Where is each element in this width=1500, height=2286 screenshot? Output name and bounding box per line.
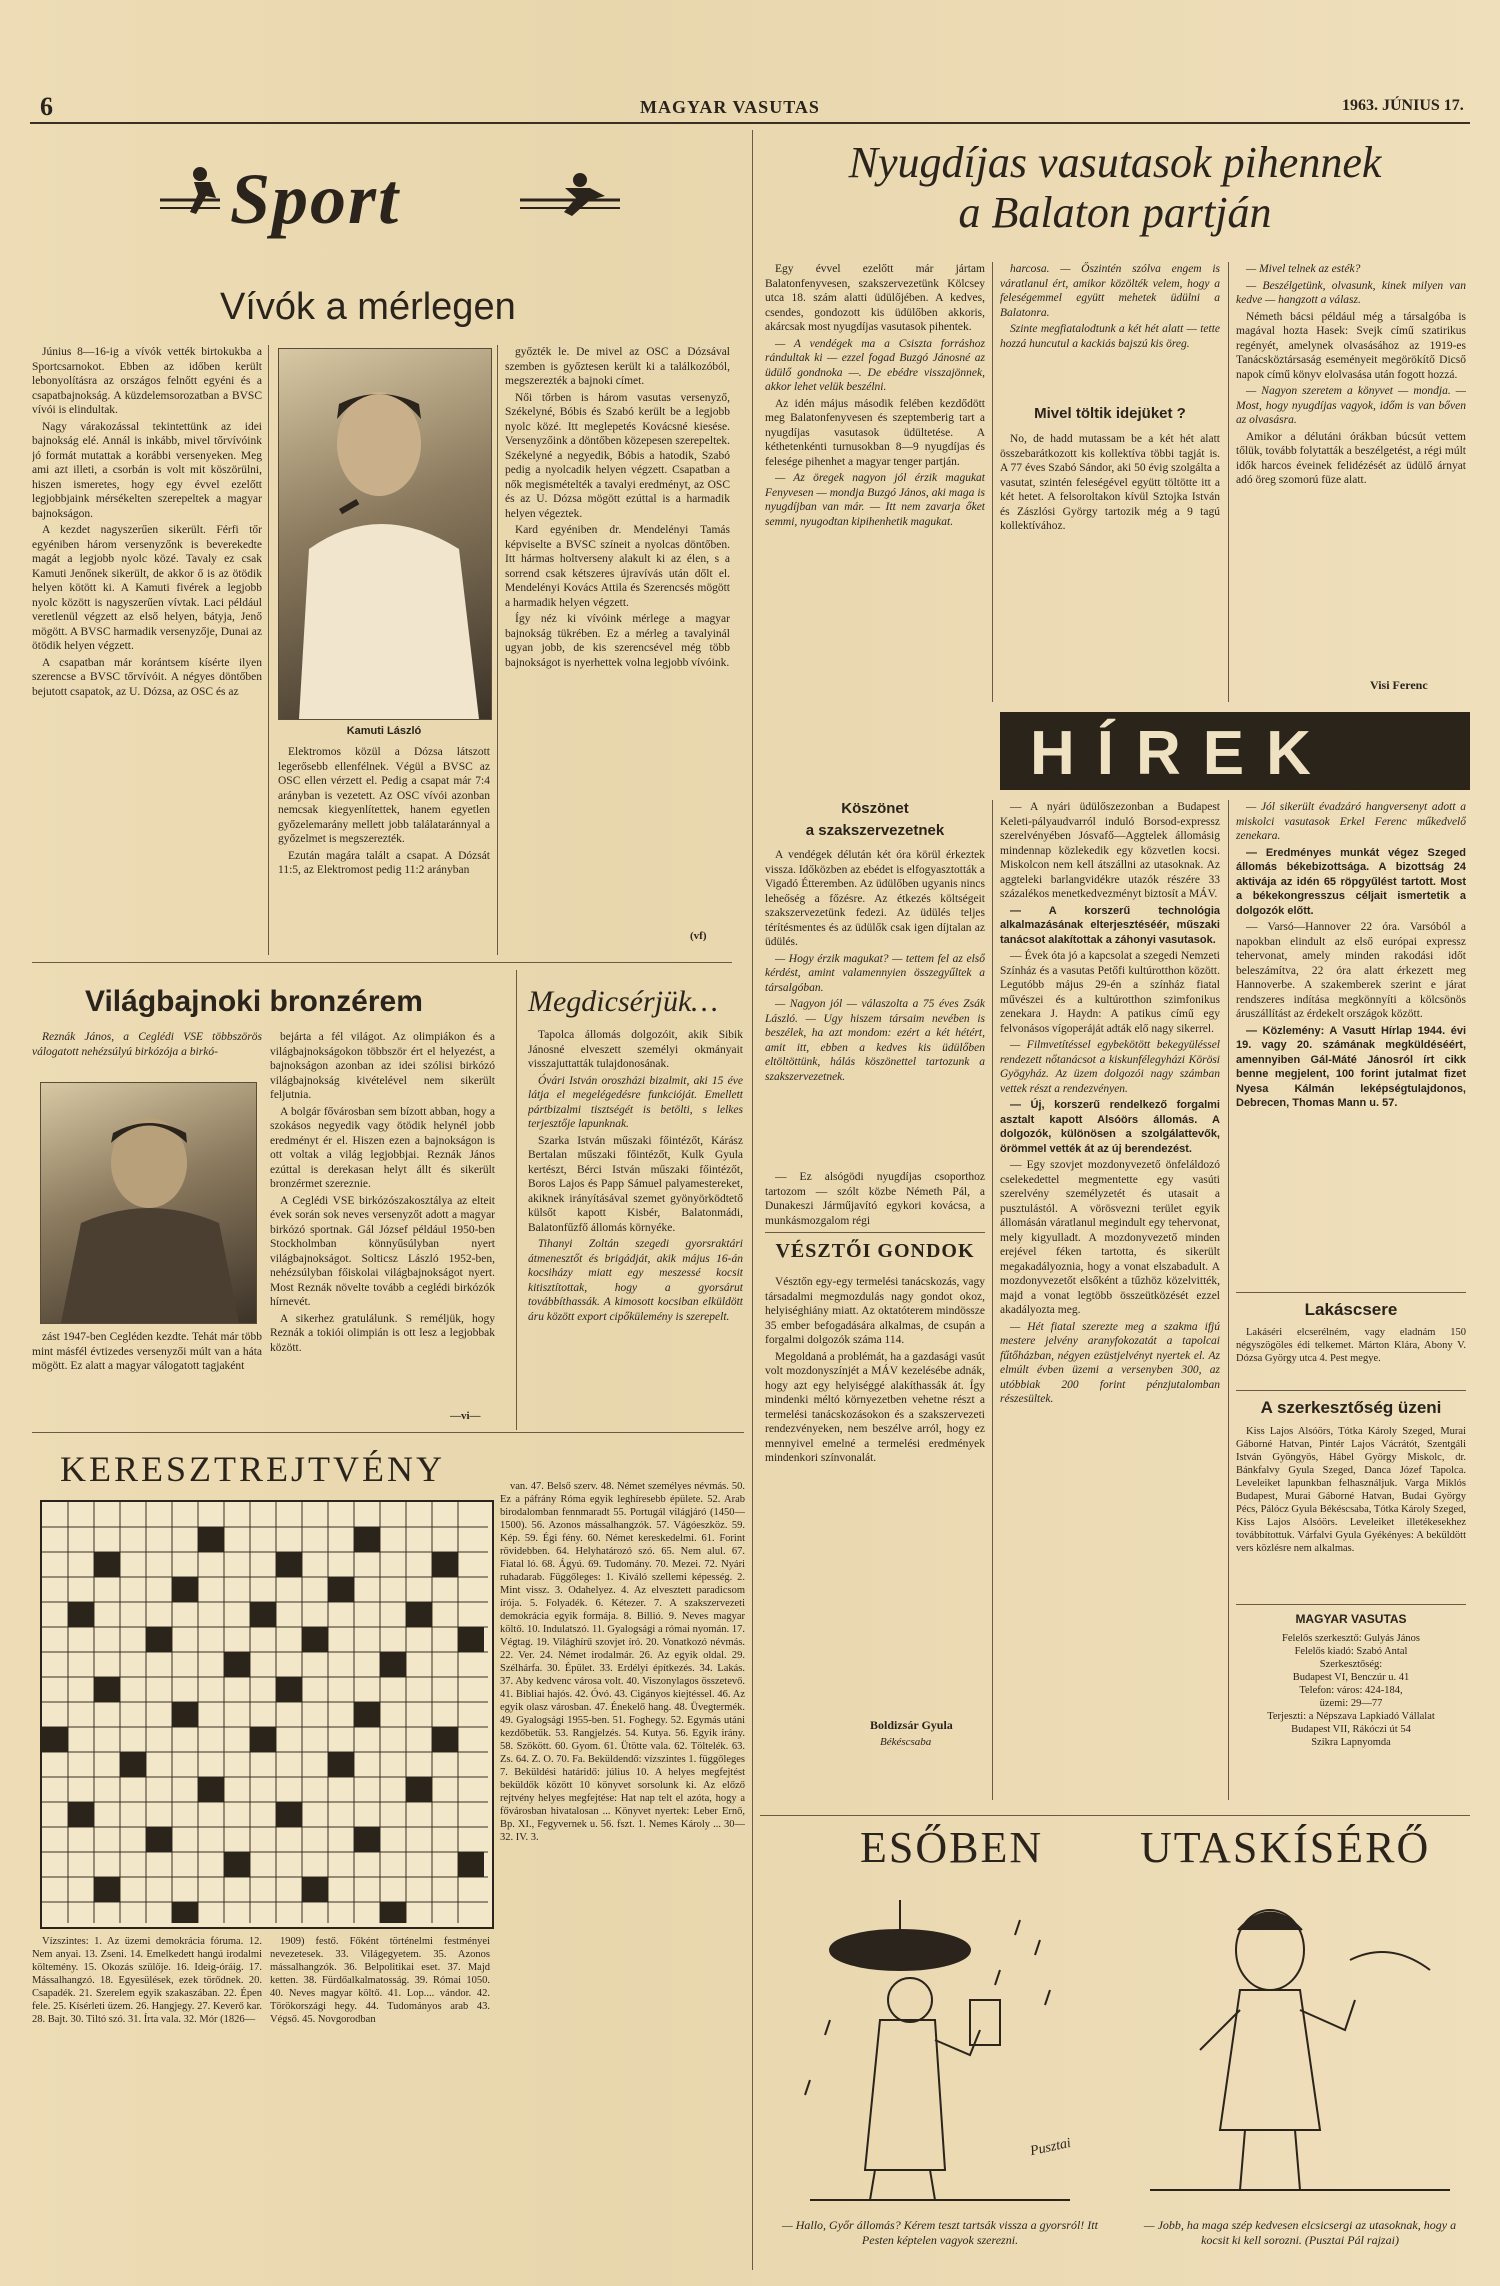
bronz-paragraph: Reznák János, a Ceglédi VSE többszörös válogatott nehézsúlyú birkózója a birkó- (32, 1031, 262, 1058)
section-rule (765, 1232, 985, 1233)
bronz-col-right (270, 1030, 495, 1425)
vivok-signature: (vf) (690, 930, 707, 942)
nyugdijas-title-line1: Nyugdíjas vasutasok pihennek (848, 138, 1382, 187)
lakascsere-text: Lakáséri elcserélném, vagy eladnám 150 négyszögöles édi telkemet. Márton Klára, Abony V. Dózsa György utca 4. Pest megye. (1236, 1327, 1466, 1364)
crossword-clues-mid (270, 1935, 490, 2115)
megdicserjuk-body (528, 1028, 743, 1428)
nyugdijas-paragraph: — Beszélgetünk, olvasunk, kinek milyen van kedve — hangzott a válasz. (1236, 279, 1466, 306)
sport-logo (160, 160, 620, 250)
column-rule (752, 130, 753, 2270)
photo-caption: Kamuti László (346, 725, 422, 737)
impresszum-line: Felelős szerkesztő: Gulyás János (1282, 1633, 1420, 1644)
veszto-title: VÉSZTŐI GONDOK (775, 1240, 975, 1262)
crossword-clues: Vízszintes: 1. Az üzemi demokrácia fóruma. 12. Nem anyai. 13. Zseni. 14. Emelkedett hangú irodalmi költemény. 15. Okozás szülője. 16. Ideig-óráig. 17. Mássalhangzó. 18. Egyesülések, ezek törődnek. 20. Csapadék. 21. Szerelem egyik szakaszában. 22. Épen fele. 25. Kísérleti üzem. 26. Hangjegy. 27. Keverő kar. 28. Bajt. 30. Tiltó szó. 31. Írta vala. 32. Mór (1826— (32, 1936, 262, 2025)
hirek-item: — Filmvetítéssel egybekötött bekegyüléssel rendezett nőtanácsot a kiskunfélegyházi Körösi Gyögyház. Az üzem dolgozói nagy számban vettek részt a rendezvényen. (1000, 1039, 1220, 1095)
cartoon-left-title: ESŐBEN (860, 1823, 1044, 1872)
veszto-body (765, 1275, 985, 1715)
section-rule (32, 962, 732, 963)
nyugdijas-paragraph: — Az öregek nagyon jól érzik magukat Fenyvesen — mondja Buzgó János, aki maga is nyugdíjban van már. — Itt nem zavarja őket semmi, nyugodtan kipihenhetik magukat. (765, 472, 985, 528)
nyugdijas-paragraph: Amikor a délutáni órákban búcsút vettem tőlük, tovább folytatták a beszélgetést, a régi múlt idők harcos éveinek felidézését az üdülő árnyat adó öreg szomorú füze alatt. (1236, 430, 1466, 486)
nyugdijas-title-line2: a Balaton partján (958, 188, 1272, 237)
hirek-item: — Közlemény: A Vasutt Hírlap 1944. évi 19. vagy 20. számának megküldéséért, amennyiben Gál-Máté Jánosról írt cikk benne megjelent, 100 forint jutalmat fizet Nyesa Kálmán leképségtulajdonos, Debrecen, Thomas Mann u. 57. (1236, 1024, 1466, 1109)
nyugdijas-paragraph: Az idén május második felében kezdődött meg Balatonfenyvesen és szeptemberig tart a nyugdíjas vasutasok üdültetése. A kéthetenkénti turnusokban 8—9 nyugdíjas és felesége pihenhet a magyar tenger partján. (765, 397, 985, 468)
hirek-item: — Évek óta jó a kapcsolat a szegedi Nemzeti Színház és a vasutas Petőfi kultúrotthon között. Legutóbb május 29-én a színház fiatal művészei és a kultúrotthon szimfonikus zenekara J. Haydn: A patikus című egy felvonásos vígoperáját adták elő nagy sikerrel. (1000, 950, 1220, 1035)
nyugdijas-paragraph: Szinte megfiatalodtunk a két hét alatt — tette hozzá huncutul a kackiás bajszú kis öreg. (1000, 323, 1220, 350)
nyugdijas-signature: Visi Ferenc (1370, 678, 1428, 692)
runner-icon (190, 167, 216, 214)
issue-date: 1963. JÚNIUS 17. (1342, 97, 1464, 114)
crossword-clues: 1909) festő. Főként történelmi festményei nevezetesek. 33. Világegyetem. 35. Azonos mássalhangzók. 36. Belpolitikai eset. 37. Majd ketten. 38. Fürdőalkalmatosság. 39. Római 1050. 40. Neves magyar költő. 41. Lop.... vándor. 42. Törökországi hegy. 44. Tudományos arab 43. Végső. 45. Novgorodban (270, 1936, 490, 2025)
vivok-paragraph: A csapatban már korántsem kísérte ilyen szerencse a BVSC tőrvívóit. A négyes döntőben bejutott csapatok, az U. Dózsa, az OSC és az (32, 656, 262, 698)
nyugdijas-col-3 (1236, 262, 1466, 672)
veszto-location: Békéscsaba (880, 1736, 932, 1748)
crossword-grid-lines (42, 1502, 488, 1923)
vivok-paragraph: A kezdet nagyszerűen sikerült. Férfi tőr egyéniben három versenyzőnk is beverekedte magát a legjobb nyolc közé. Tavaly ez csak Kamuti Jenőnek sikerült, de akkor ő is az ötödik helyen kötött ki. A Kamuti fivérek a legjobb nyolc között is nagyszerűen vívtak. Laci például veretlenül végzett az első helyen, bátyja, Jenő mögött. A BVSC harmadik versenyzője, Dunai az ötödik helyen végzett. (32, 524, 262, 652)
bronz-intro (32, 1030, 262, 1080)
sport-logo-text: Sport (230, 159, 401, 239)
hirek-item: — Hét fiatal szerezte meg a szakma ifjú mestere jelvény aranyfokozatát a tapolcai fűtőházban, négyen ezüstjelvényt nyertek el. Az elmúlt évben üzemi a versenyben 300, az utóbbiak 200 forint pénzjutalomban részesültek. (1000, 1320, 1220, 1405)
cartoon-artist-signature: Pusztai (1028, 2135, 1073, 2160)
impresszum-line: Budapest VII, Rákóczi út 54 (1291, 1724, 1411, 1735)
vivok-paragraph: Nagy várakozással tekintettünk az idei bajnokság elé. Annál is inkább, mivel tőrvívóink jó formát mutattak a korábbi versenyeken. Meg ami azt illeti, a csorbán is volt mit köszörülni, hiszen ismeretes, hogy egy évvel ezelőtt legjobbjaink mérsékelten szerepeltek a magyar bajnokságon. (32, 420, 262, 520)
hirek-col-2 (1236, 800, 1466, 1290)
crossword-title: KERESZTREJTVÉNY (60, 1449, 445, 1489)
hirek-item: — Egy szovjet mozdonyvezető önfeláldozó cselekedettel megmentette egy vasúti szerelvény személyzetét és utasait a pusztulástól. A vörösvezni terület egyik állomásán váratlanul megindult egy tehervonat, mely kigyulladt. A mozdonyvezető minden erejével féken tartotta, és sikerült megakadályoznia, hogy a vonat elszabadult. A mozdonyvezetőt elsőként a tűzhöz közelvitték, majd a vonat legtöbb összeütközését ezzel akadályozta meg. (1000, 1159, 1220, 1316)
vivok-paragraph: győzték le. De mivel az OSC a Dózsával szemben is győztesen került ki a találkozóból, megszerezték a bajnoki címet. (505, 346, 730, 387)
page-number: 6 (40, 92, 53, 121)
vivok-col-1 (32, 345, 262, 955)
section-rule (1236, 1292, 1466, 1293)
cartoon-left-caption: — Hallo, Győr állomás? Kérem teszt tartsák vissza a gyorsról! Itt Pesten képtelen vagyok szerezni. (782, 2218, 1098, 2247)
nyugdijas-title (770, 138, 1460, 238)
section-rule (32, 1432, 744, 1433)
megdicserjuk-title: Megdicsérjük… (528, 985, 718, 1018)
impresszum-line: Telefon: város: 424-184, (1299, 1685, 1403, 1696)
megdicserjuk-item: Tapolca állomás dolgozóit, akik Sibik Jánosné elveszett személyi okmányait visszajuttatták tulajdonosának. (528, 1029, 743, 1070)
cartoon-phone-man (770, 1880, 1110, 2210)
vivok-paragraph: Így néz ki vívóink mérlege a magyar bajnokság tükrében. Ez a mérleg a tavalyinál ugyan jobb, de kis szerencsével még több bajnokságot is nyerhettek volna legjobb vívóink. (505, 613, 730, 669)
vivok-col-3 (505, 345, 730, 935)
vivok-paragraph: Női tőrben is három vasutas versenyző, Székelyné, Bóbis és Szabó került be a legjobb nyolc közé. Itt meglepetés Kovácsné kiesése. Versenyzőink a döntőben közepesen szerepeltek. Székelyné a negyedik, Bóbis a hatodik, Szabó pedig a nyolcadik helyen végzett. Csapatban a nők megismételték a tavalyi eredményt, az OSC és az U. Dózsa mögött ezúttal is a harmadik helyen végeztek. (505, 391, 730, 520)
bronz-col-left (32, 1330, 262, 1425)
veszto-signature: Boldizsár Gyula (870, 1718, 953, 1732)
section-rule (1236, 1390, 1466, 1391)
column-rule (1228, 800, 1229, 1800)
veszto-paragraph: Vésztőn egy-egy termelési tanácskozás, vagy társadalmi megmozdulás nagy gondot okoz, helyiséghiány miatt. Az oktatóterem mindössze 35 ember befogadására alkalmas, de csupán a forgalmi dolgozók száma 114. (765, 1276, 985, 1346)
hurdler-icon (564, 173, 605, 216)
cartoon-left (770, 1880, 1110, 2210)
impresszum-line: Budapest VI, Benczúr u. 41 (1292, 1672, 1410, 1683)
nyugdijas-paragraph: — Nagyon szeretem a könyvet — mondja. — Most, hogy nyugdíjas vagyok, időm is van bőven az olvasásra. (1236, 385, 1466, 426)
column-rule (992, 800, 993, 1800)
nyugdijas-paragraph: — Ez alsógödi nyugdíjas csoporthoz tartozom — szólt közbe Németh Pál, a Dunakeszi Járműjavító egykori kovácsa, a munkásmozgalom régi (765, 1171, 985, 1227)
nyugdijas-paragraph: Egy évvel ezelőtt már jártam Balatonfenyvesen, szakszervezetünk Kölcsey utca 18. szám alatti üdülőjében. A kedves, csendes, gondozott kis üdülőben akkoris, akárcsak most nyugdíjas vasutasok pihentek. (765, 263, 985, 333)
veszto-paragraph: Megoldaná a problémát, ha a gazdasági vasút volt mozdonyszínjét a MÁV kezelésébe adnák, hogy azt egy helyiséggé alakíthassák át. Így mindenki méltó környezetben vehetne részt a termelési tanácskozásokon és a szakszervezeti rendezvényeken, nem beszélve arról, hogy ez mennyivel emelné a termelési eredmények mindenkori színvonalát. (765, 1350, 985, 1464)
bronz-paragraph: A bolgár fővárosban sem bízott abban, hogy a szokásos negyedik vagy ötödik helynél jobb eredményt ér el. Hiszen ezen a bajnokságon is ott voltak a világ legjobbjai. Reznák János ezúttal is derekasan helyt állt és sikerült bronzérmet szereznie. (270, 1105, 495, 1190)
bronz-paragraph: A sikerhez gratulálunk. S reméljük, hogy Reznák a tokiói olimpián is ott lesz a legjobbak között. (270, 1312, 495, 1354)
masthead-title: MAGYAR VASUTAS (640, 97, 820, 117)
portrait-photo (41, 1083, 256, 1323)
vivok-paragraph: Elektromos közül a Dózsa látszott legerősebb ellenfélnek. Végül a BVSC az OSC ellen vérzett el. Pedig a csapat már 7:4 arányban is vezetett. Az OSC vívói azonban nemcsak kiegyenlítettek, hanem egyetlen győzelemarány mellett jobb találataránnyal a győzelmet is megszerezték. (278, 746, 490, 845)
kamuti-photo (278, 348, 492, 720)
koszonet-paragraph: — Hogy érzik magukat? — tettem fel az első kérdést, amint valamennyien összegyűltek a társalgóban. (765, 952, 985, 994)
bronz-paragraph: zást 1947-ben Cegléden kezdte. Tehát már több mint másfél évtizedes versenyzői múlt van a háta mögött. Ez alatt a magyar válogatott tagjaként (32, 1331, 262, 1372)
crossword-grid (40, 1500, 494, 1929)
bronz-title: Világbajnoki bronzérem (85, 985, 423, 1018)
uzeni-body (1236, 1425, 1466, 1600)
koszonet-title: Köszönet (841, 800, 909, 817)
nyugdijas-col-1 (765, 262, 985, 842)
impresszum-line: Szerkesztőség: (1319, 1659, 1383, 1670)
impresszum-body (1236, 1632, 1466, 1749)
nyugdijas-paragraph: harcosa. — Őszintén szólva engem is váratlanul ért, amikor közölték velem, hogy a feleségemmel együtt mehetek üdülni a Balatonra. (1000, 263, 1220, 319)
vivok-paragraph: Ezután magára talált a csapat. A Dózsát 11:5, az Elektromost pedig 11:2 arányban (278, 849, 490, 876)
hirek-item: — Jól sikerült évadzáró hangversenyt adott a miskolci vasutasok Erkel Ferenc műkedvelő zenekara. (1236, 801, 1466, 842)
cartoon-conductor-woman (1130, 1880, 1470, 2210)
vivok-title: Vívók a mérlegen (220, 286, 516, 328)
megdicserjuk-item: Tihanyi Zoltán szegedi gyorsraktári átmenesztőt és brigádját, akik május 16-án kocsiházy miatt egy meszessé kocsit kitisztítottak, hogy a gyorsárut továbbíthassák. A kimosott kocsiban elküldött áru között export cipőkülemény is szerepelt. (528, 1238, 743, 1323)
mivel-title: Mivel töltik idejüket ? (1034, 405, 1186, 422)
megdicserjuk-item: Szarka István műszaki főintézőt, Kárász Bertalan műszaki főintézőt, Kulk Gyula kertészt, Bérci István műszaki főintézőt, Boros Lajos és Papp Sámuel palyamestereket, akiknek irányításával szemet gyönyörködtető külsőt kapott Kisbér, Balatonmádi, Balatonfűzfő állomás környéke. (528, 1134, 743, 1234)
vivok-col-2 (278, 745, 490, 955)
section-rule (1236, 1604, 1466, 1605)
column-rule (268, 345, 269, 955)
portrait-photo (279, 349, 491, 719)
crossword-clues: van. 47. Belső szerv. 48. Német személyes névmás. 50. Ez a páfrány Róma egyik leghíresebb épülete. 52. Arab birodalomban fennmaradt 55. Portugál világjáró (1450—1500). 56. Azonos mássalhangzók. 57. Vágóeszköz. 59. Kép. 59. Égi fény. 60. Német kereskedelmi. 61. Forint rövidebben. 64. Helyhatározó szó. 65. Nem alul. 67. Fiatal ló. 68. Ágyú. 69. Tudomány. 70. Mezei. 72. Nyári ruhadarab. Függőleges: 1. Kiváló szellemi képesség. 2. Mint vissz. 3. Odahelyez. 4. Az elvesztett paradicsom írója. 5. Folyadék. 6. Kétezer. 7. A szakszervezeti demokrácia egyik formája. 8. Billió. 9. Neves magyar költő. 10. Indulatszó. 11. Gyalogsági a római nyomán. 17. Végtag. 19. Világhírű szovjet író. 20. Vonatkozó névmás. 22. Ver. 24. Német irodalmár. 26. Az egyik oldal. 29. Szélhárfa. 30. Épület. 33. Erdélyi építkezés. 34. Lakás. 37. Aby kedvenc városa volt. 40. Viszonylagos összetevő. 41. Bibliai hajós. 42. Óvó. 43. Cigányos kiejtéssel. 46. Az egyik olasz városban. 47. Énekelő hang. 48. Üvegtermék. 49. Gyalogsági 1955-ben. 51. Foghegy. 52. Egymás utáni kezdőbetűk. 53. Rangjelzés. 54. Kutya. 56. Egyik irány. 58. Szökött. 60. Gyom. 61. Ütötte vala. 62. Töltelék. 63. Zs. 64. Z. O. 70. Fa. Beküldendő: vízszintes 1. függőleges 7. Beküldési határidő: július 10. A helyes megfejtést beküldők között 10 könyvet sorsolunk ki. Az előző rejtvény helyes megfejtése: Hat nap telt el azóta, hogy a fővárosban hivatalosan ... Könyvet nyertek: Leber Ernő, Bp. XI., Fegyvernek u. 56. fszt. 1. Nemes Károly ... 30—32. IV. 3. (500, 1481, 745, 1843)
koszonet-body (765, 848, 985, 1166)
column-rule (516, 970, 517, 1430)
hirek-item: — Varsó—Hannover 22 óra. Varsóból a napokban elindult az első európai expressz tehervonat, amely minden rakodási időt beleszámítva, 22 óra alatt érkezett meg Hannoverbe. A szakemberek szerint e járat rendszeres indítása megkönnyíti a kölcsönös áruszállítást az érdekelt országok között. (1236, 921, 1466, 1020)
cartoon-right-title: UTASKÍSÉRŐ (1140, 1823, 1431, 1872)
impresszum-title: MAGYAR VASUTAS (1295, 1612, 1407, 1626)
cartoon-right (1130, 1880, 1470, 2210)
lakascsere-title: Lakáscsere (1304, 1300, 1398, 1319)
megdicserjuk-item: Óvári István oroszházi bizalmit, aki 15 éve látja el megelégedésre funkcióját. Emellett pártbizalmi tisztségét is betölti, s lelkes terjesztője lapunknak. (528, 1074, 743, 1130)
hirek-title: HÍREK (1030, 719, 1333, 788)
uzeni-text: Kiss Lajos Alsóörs, Tótka Károly Szeged, Murai Gáborné Hatvan, Pintér Lajos Vácrátót, Szentgáli István Gyöngyös, Hábel György Miskolc, dr. Bánkfalvy Gyula Szeged, Danca Józef Tapolca. Leveleiket lapunkban felhasználjuk. Varga Miklós Budapest, Murai Gáborné Hatvan, Budai György Pécs, Pálócz Gyula Békéscsaba, Tótka Károly Szeged, Kiss Lajos Alsóörs. Leveleiket illetékesekhez továbbítottuk. Várfalvi Gyula Gyékényes: A beküldött vers közlésre nem alkalmas. (1236, 1426, 1466, 1554)
impresszum-line: Terjeszti: a Népszava Lapkiadó Vállalat (1267, 1711, 1435, 1722)
hirek-item: — Eredményes munkát végez Szeged állomás békebizottsága. A bizottság 24 aktivája az idén 65 röpgyűlést tartott. Most a békekongresszus céljait ismertetik a dolgozók előtt. (1236, 846, 1466, 917)
lakascsere-body (1236, 1326, 1466, 1386)
nyugdijas-paragraph: — Mivel telnek az esték? (1246, 263, 1361, 275)
uzeni-title: A szerkesztőség üzeni (1260, 1398, 1442, 1417)
hirek-col-1 (1000, 800, 1220, 1810)
header-rule (30, 122, 1470, 124)
koszonet-paragraph: — Nagyon jól — válaszolta a 75 éves Zsák László. — Ugy hiszem társaim nevében is beszélek, ha azt mondom: ezért a két hétért, amit itt, ebben a kedves kis üdülőben eltöltöttünk, hálás köszönettel tartozunk a szakszervezetnek. (765, 998, 985, 1083)
koszonet-subtitle: a szakszervezetnek (805, 822, 945, 839)
nyugdijas-paragraph: — A vendégek ma a Csiszta forráshoz rándultak ki — ezzel fogad Buzgó Jánosné az üdülő gondnoka —. De ebédre visszajönnek, akkor lehet velük beszélni. (765, 337, 985, 393)
crossword-clues-left (32, 1935, 262, 2115)
vivok-paragraph: Június 8—16-ig a vívók vették birtokukba a Sportcsarnokot. Ebben az időben került lebonyolításra az országos felnőtt egyéni és a csapatbajnokság. A küzdelemsorozatban a BVSC vívói is elindultak. (32, 346, 262, 416)
hirek-item: — A nyári üdülőszezonban a Budapest Keleti-pályaudvarról induló Borsod-expressz szerelvényében Jósvafő—Aggtelek állomásig mindennap közlekedik egy közvetlen kocsi. Miskolcon nem kell átszállni az utasoknak. Az aggteleki barlangvidékre utazók részére 33 százalékos menetkedvezményt biztosít a MÁV. (1000, 801, 1220, 900)
bronz-signature: —vi— (450, 1410, 481, 1422)
bronz-paragraph: A Ceglédi VSE birkózószakosztálya az elteit évek során sok neves versenyzőt adott a magyar birkózó sportnak. Gál József például 1950-ben Stockholmban könnyűsúlyban nyert világbajnokságot. Solticsz László 1952-ben, nehézsúlyban főiskolai világbajnokságot nyert. Most Reznák növelte tovább a ceglédi birkózók hírnevét. (270, 1194, 495, 1308)
koszonet-paragraph: A vendégek délután két óra körül érkeztek vissza. Időközben az ebédet is elfogyasztották a Vigadó Étteremben. Az üdülőben ugyanis nincs leheőség a főzésre. Az étkezés költségeit szakszervezetünk fedezi. Az üdülés teljes térítésmentes és az üdülők csak igen díjtalan az üdülés. (765, 849, 985, 948)
cartoon-right-caption: — Jobb, ha maga szép kedvesen elcsicsergi az utasoknak, hogy a kocsit ki kell sorozni. (Pusztai Pál rajzai) (1143, 2218, 1457, 2247)
nyugdijas-col-2 (1000, 262, 1220, 392)
mivel-body (1000, 432, 1220, 652)
impresszum-line: Szikra Lapnyomda (1311, 1737, 1391, 1748)
nyugdijas-paragraph: Németh bácsi például még a társalgóba is magával hozta Hasek: Svejk című szatirikus regényét, amelynek olvasásához az 1919-es Tanácsköztársaság eseményeit megörökítő Dicső napok című könyv elolvasása után fogott hozzá. (1236, 310, 1466, 381)
hirek-item: — A korszerű technológia alkalmazásának elterjesztéséér, műszaki tanácsot alakítottak a záhonyi vasutasok. (1000, 904, 1220, 946)
column-rule (1228, 262, 1229, 702)
mivel-paragraph: No, de hadd mutassam be a két hét alatt összebarátkozott kis kollektíva többi tagját is. A 77 éves Szabó Sándor, aki 50 évig szolgálta a vasutat, szintén feleségével együtt töltötte itt a két hetet. A felsoroltakon kívül Sztojka István és Zászlósi György tartozik még a 9 tagú kollektívához. (1000, 433, 1220, 532)
nyugdijas-continuation (765, 1170, 985, 1230)
reznak-photo (40, 1082, 257, 1324)
crossword-clues-right (500, 1480, 745, 2130)
bronz-paragraph: bejárta a fél világot. Az olimpiákon és a világbajnokságokon többször ért el helyezést, a bajnokságon azonban az idei szólisi birkózó világbajnokság kivételével nem sikerült feljutnia. (270, 1031, 495, 1101)
section-rule (760, 1815, 1470, 1816)
hirek-item: — Új, korszerű rendelkező forgalmi asztalt kapott Alsóörs állomás. A dolgozók, különösen a szolgálattevők, örömmel vették át az új berendezést. (1000, 1099, 1220, 1155)
vivok-paragraph: Kard egyéniben dr. Mendelényi Tamás képviselte a BVSC színeit a nyolcas döntőben. Itt hármas holtverseny alakult ki az élen, s a sorrend csak kétszeres újravívás után dőlt el. Mendelényi Kovács Attila és Szerencsés mögött a harmadik helyen végzett. (505, 524, 730, 609)
impresszum-line: üzemi: 29—77 (1319, 1698, 1383, 1709)
hirek-banner (1000, 712, 1470, 790)
column-rule (992, 262, 993, 702)
column-rule (497, 345, 498, 955)
impresszum-line: Felelős kiadó: Szabó Antal (1294, 1646, 1408, 1657)
